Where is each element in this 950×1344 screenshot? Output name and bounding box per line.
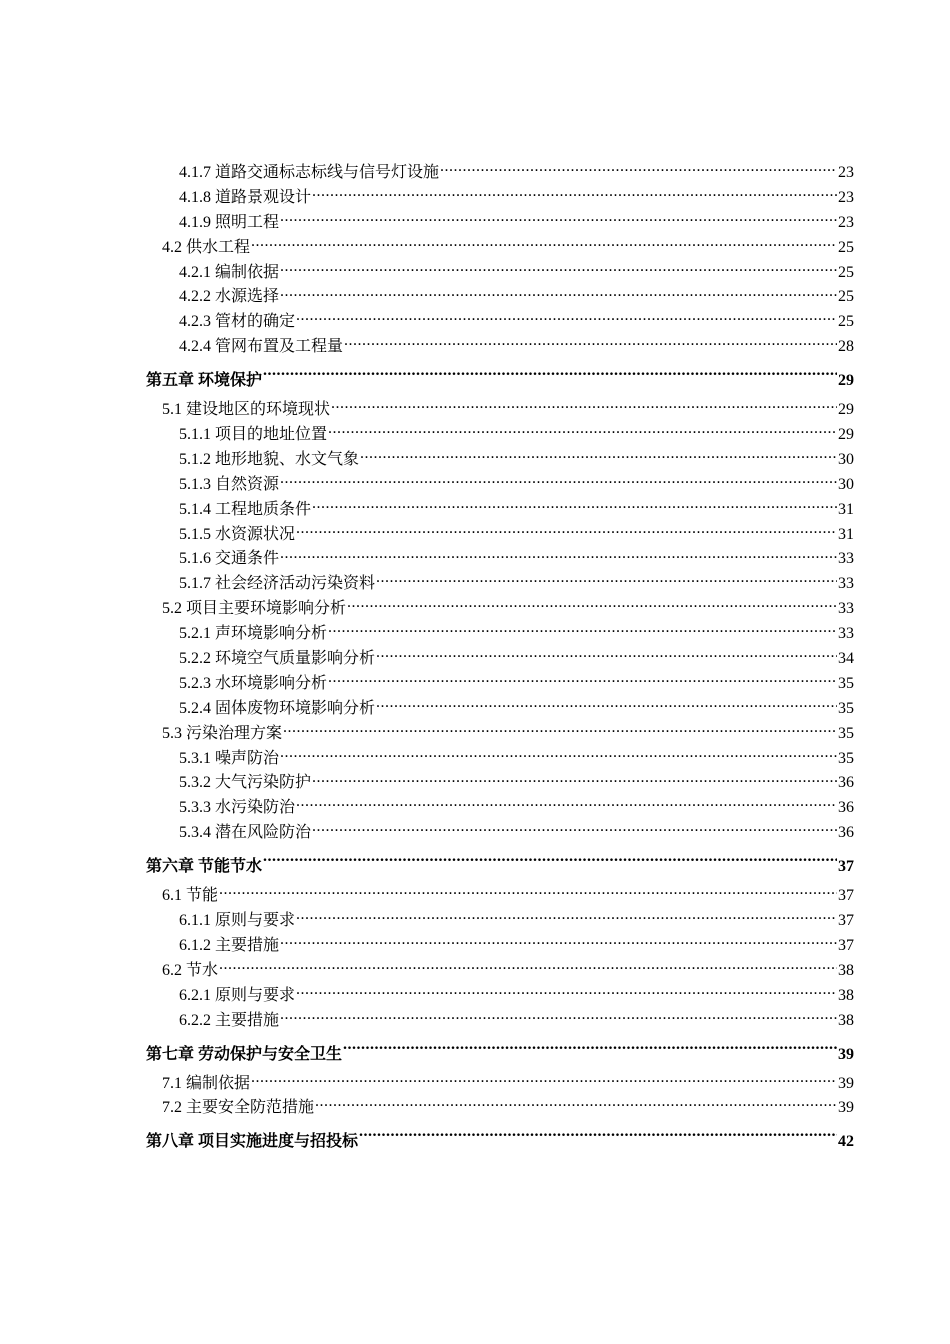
toc-entry[interactable] bbox=[146, 647, 854, 672]
toc-chapter-entry[interactable] bbox=[146, 850, 854, 884]
toc-entry-title: 5.1.7 社会经济活动污染资料 bbox=[179, 575, 376, 593]
toc-entry[interactable] bbox=[146, 335, 854, 360]
toc-leader-dots bbox=[280, 1009, 837, 1025]
toc-entry[interactable] bbox=[146, 597, 854, 622]
toc-chapter-entry[interactable] bbox=[146, 1125, 854, 1159]
toc-entry-title: 第六章 节能节水 bbox=[146, 858, 263, 876]
toc-page-number: 35 bbox=[838, 699, 854, 717]
toc-entry-title: 5.1.6 交通条件 bbox=[179, 550, 280, 568]
toc-leader-dots bbox=[344, 335, 837, 351]
toc-entry-title: 5.3.1 噪声防治 bbox=[179, 749, 280, 767]
toc-leader-dots bbox=[312, 186, 837, 202]
toc-entry[interactable] bbox=[146, 622, 854, 647]
toc-entry-title: 5.3.2 大气污染防护 bbox=[179, 774, 312, 792]
toc-entry-title: 5.3.4 潜在风险防治 bbox=[179, 824, 312, 842]
toc-entry-title: 5.2.2 环境空气质量影响分析 bbox=[179, 650, 376, 668]
toc-leader-dots bbox=[280, 473, 837, 489]
toc-leader-dots bbox=[219, 959, 837, 975]
toc-entry[interactable] bbox=[146, 523, 854, 548]
toc-entry[interactable] bbox=[146, 771, 854, 796]
toc-entry[interactable] bbox=[146, 398, 854, 423]
toc-entry[interactable] bbox=[146, 884, 854, 909]
toc-entry[interactable] bbox=[146, 161, 854, 186]
toc-entry-title: 6.2.2 主要措施 bbox=[179, 1011, 280, 1029]
toc-entry-title: 5.3 污染治理方案 bbox=[162, 724, 283, 742]
toc-page-number: 30 bbox=[838, 450, 854, 468]
toc-entry[interactable] bbox=[146, 934, 854, 959]
toc-entry-title: 4.2 供水工程 bbox=[162, 238, 251, 256]
toc-leader-dots bbox=[315, 1096, 837, 1112]
toc-entry[interactable] bbox=[146, 211, 854, 236]
toc-entry[interactable] bbox=[146, 448, 854, 473]
toc-entry-title: 5.1.3 自然资源 bbox=[179, 475, 280, 493]
toc-page-number: 37 bbox=[838, 858, 854, 876]
toc-page-number: 36 bbox=[838, 824, 854, 842]
toc-entry[interactable] bbox=[146, 672, 854, 697]
toc-entry-title: 4.1.7 道路交通标志标线与信号灯设施 bbox=[179, 164, 440, 181]
toc-page-number: 25 bbox=[838, 288, 854, 306]
toc-entry[interactable] bbox=[146, 547, 854, 572]
toc-entry-title: 5.1.2 地形地貌、水文气象 bbox=[179, 450, 360, 468]
toc-page-number: 42 bbox=[838, 1133, 854, 1151]
toc-entry[interactable] bbox=[146, 285, 854, 310]
toc-page-number: 36 bbox=[838, 774, 854, 792]
toc-entry[interactable] bbox=[146, 473, 854, 498]
toc-entry[interactable] bbox=[146, 498, 854, 523]
toc-page-number: 39 bbox=[838, 1045, 854, 1063]
toc-leader-dots bbox=[280, 285, 837, 301]
toc-page-number: 23 bbox=[838, 188, 854, 206]
toc-leader-dots bbox=[359, 1130, 837, 1146]
toc-entry-title: 6.2.1 原则与要求 bbox=[179, 986, 296, 1004]
toc-entry-title: 7.1 编制依据 bbox=[162, 1074, 251, 1092]
toc-entry[interactable] bbox=[146, 821, 854, 846]
toc-leader-dots bbox=[312, 821, 837, 837]
toc-entry[interactable] bbox=[146, 261, 854, 286]
toc-entry-title: 5.1.1 项目的地址位置 bbox=[179, 426, 328, 444]
toc-entry-title: 4.2.3 管材的确定 bbox=[179, 313, 296, 331]
toc-leader-dots bbox=[296, 523, 837, 539]
toc-chapter-entry[interactable] bbox=[146, 364, 854, 398]
toc-entry-title: 5.2.1 声环境影响分析 bbox=[179, 625, 328, 643]
toc-entry[interactable] bbox=[146, 747, 854, 772]
toc-page-number: 35 bbox=[838, 674, 854, 692]
toc-entry-title: 6.1.1 原则与要求 bbox=[179, 912, 296, 930]
toc-leader-dots bbox=[376, 572, 837, 588]
toc-entry-title: 5.1.5 水资源状况 bbox=[179, 525, 296, 543]
toc-page-number: 25 bbox=[838, 313, 854, 331]
toc-page-number: 38 bbox=[838, 961, 854, 979]
toc-page-number: 36 bbox=[838, 799, 854, 817]
toc-leader-dots bbox=[280, 261, 837, 277]
toc-leader-dots bbox=[376, 647, 837, 663]
toc-entry[interactable] bbox=[146, 909, 854, 934]
toc-leader-dots bbox=[440, 161, 837, 177]
toc-leader-dots bbox=[251, 236, 837, 252]
toc-page-number: 33 bbox=[838, 575, 854, 593]
toc-leader-dots bbox=[312, 498, 837, 514]
toc-page-number: 35 bbox=[838, 724, 854, 742]
toc-page-number: 25 bbox=[838, 263, 854, 281]
toc-page-number: 37 bbox=[838, 912, 854, 930]
toc-page-number: 39 bbox=[838, 1074, 854, 1092]
toc-leader-dots bbox=[283, 722, 837, 738]
toc-entry[interactable] bbox=[146, 796, 854, 821]
toc-entry-title: 第五章 环境保护 bbox=[146, 372, 263, 390]
toc-leader-dots bbox=[251, 1072, 837, 1088]
toc-leader-dots bbox=[328, 423, 837, 439]
toc-entry[interactable] bbox=[146, 722, 854, 747]
toc-leader-dots bbox=[263, 369, 837, 385]
toc-entry-title: 6.2 节水 bbox=[162, 961, 219, 979]
toc-leader-dots bbox=[343, 1043, 837, 1059]
toc-page-number: 28 bbox=[838, 338, 854, 356]
toc-leader-dots bbox=[331, 398, 837, 414]
toc-leader-dots bbox=[296, 310, 837, 326]
toc-page-number: 35 bbox=[838, 749, 854, 767]
toc-leader-dots bbox=[280, 747, 837, 763]
toc-page-number: 29 bbox=[838, 372, 854, 390]
toc-page-number: 33 bbox=[838, 600, 854, 618]
toc-entry[interactable] bbox=[146, 697, 854, 722]
toc-leader-dots bbox=[280, 934, 837, 950]
toc-page-number: 33 bbox=[838, 550, 854, 568]
toc-entry-title: 5.2.3 水环境影响分析 bbox=[179, 674, 328, 692]
toc-leader-dots bbox=[280, 547, 837, 563]
toc-entry[interactable] bbox=[146, 236, 854, 261]
toc-entry-title: 5.3.3 水污染防治 bbox=[179, 799, 296, 817]
toc-entry[interactable] bbox=[146, 1009, 854, 1034]
toc-entry-title: 7.2 主要安全防范措施 bbox=[162, 1099, 315, 1117]
toc-page-number: 23 bbox=[838, 164, 854, 181]
toc-leader-dots bbox=[328, 622, 837, 638]
toc-entry[interactable] bbox=[146, 423, 854, 448]
toc-page-number: 31 bbox=[838, 525, 854, 543]
toc-leader-dots bbox=[360, 448, 837, 464]
toc-page-number: 39 bbox=[838, 1099, 854, 1117]
toc-page-number: 34 bbox=[838, 650, 854, 668]
toc-page-number: 33 bbox=[838, 625, 854, 643]
toc-entry-title: 5.1.4 工程地质条件 bbox=[179, 500, 312, 518]
toc-page-number: 29 bbox=[838, 401, 854, 419]
toc-entry-title: 6.1 节能 bbox=[162, 887, 219, 905]
toc-leader-dots bbox=[219, 884, 837, 900]
toc-leader-dots bbox=[280, 211, 837, 227]
toc-entry-title: 4.1.8 道路景观设计 bbox=[179, 188, 312, 206]
toc-leader-dots bbox=[296, 909, 837, 925]
toc-entry-title: 5.2 项目主要环境影响分析 bbox=[162, 600, 347, 618]
toc-entry-title: 4.1.9 照明工程 bbox=[179, 213, 280, 231]
toc-page-number: 29 bbox=[838, 426, 854, 444]
toc-entry[interactable] bbox=[146, 310, 854, 335]
table-of-contents bbox=[146, 161, 854, 1159]
toc-leader-dots bbox=[312, 771, 837, 787]
toc-entry[interactable] bbox=[146, 1096, 854, 1121]
toc-entry-title: 5.1 建设地区的环境现状 bbox=[162, 401, 331, 419]
toc-page-number: 38 bbox=[838, 986, 854, 1004]
toc-page-number: 30 bbox=[838, 475, 854, 493]
toc-entry[interactable] bbox=[146, 959, 854, 984]
toc-leader-dots bbox=[296, 984, 837, 1000]
toc-leader-dots bbox=[263, 855, 837, 871]
toc-entry-title: 6.1.2 主要措施 bbox=[179, 936, 280, 954]
toc-entry-title: 4.2.1 编制依据 bbox=[179, 263, 280, 281]
toc-leader-dots bbox=[347, 597, 837, 613]
toc-entry[interactable] bbox=[146, 572, 854, 597]
toc-entry-title: 5.2.4 固体废物环境影响分析 bbox=[179, 699, 376, 717]
toc-page-number: 25 bbox=[838, 238, 854, 256]
toc-page-number: 37 bbox=[838, 887, 854, 905]
toc-entry-title: 4.2.2 水源选择 bbox=[179, 288, 280, 306]
toc-page-number: 37 bbox=[838, 936, 854, 954]
toc-page-number: 31 bbox=[838, 500, 854, 518]
toc-entry-title: 第八章 项目实施进度与招投标 bbox=[146, 1133, 359, 1151]
toc-leader-dots bbox=[328, 672, 837, 688]
toc-page-number: 38 bbox=[838, 1011, 854, 1029]
toc-page-number: 23 bbox=[838, 213, 854, 231]
toc-entry[interactable] bbox=[146, 984, 854, 1009]
toc-entry-title: 第七章 劳动保护与安全卫生 bbox=[146, 1045, 343, 1063]
toc-leader-dots bbox=[376, 697, 837, 713]
toc-entry-title: 4.2.4 管网布置及工程量 bbox=[179, 338, 344, 356]
toc-leader-dots bbox=[296, 796, 837, 812]
toc-entry[interactable] bbox=[146, 1072, 854, 1097]
toc-chapter-entry[interactable] bbox=[146, 1038, 854, 1072]
toc-entry[interactable] bbox=[146, 186, 854, 211]
